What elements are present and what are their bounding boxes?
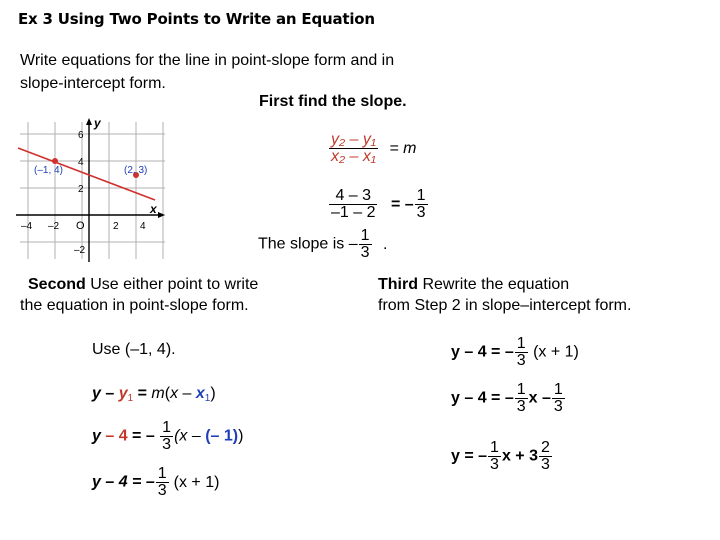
first-rest: find the slope. — [293, 93, 407, 110]
sub-fraction — [160, 420, 173, 453]
slope-intercept-step-2 — [451, 382, 566, 415]
r2-fraction-2 — [552, 382, 565, 415]
r2-den: 3 — [516, 398, 526, 415]
slope-calc-num: 4 – 3 — [335, 187, 372, 204]
point-b-label: (2, 3) — [124, 165, 148, 176]
r1-den: 3 — [516, 352, 526, 369]
y-tick-neg2: –2 — [74, 245, 86, 256]
slope-result-fraction — [359, 228, 372, 261]
point-slope-final — [92, 466, 219, 499]
slope-calc-result — [415, 188, 428, 221]
r3-den: 3 — [490, 456, 499, 473]
r3-fraction — [488, 440, 501, 473]
y-tick-6: 6 — [78, 130, 84, 141]
r1-lhs: y – 4 = – — [451, 343, 514, 361]
x-tick-2: 2 — [113, 221, 119, 232]
slope-calc-res-den: 3 — [416, 204, 426, 221]
slope-calc-fraction — [329, 188, 377, 221]
origin-label: O — [76, 220, 85, 232]
second-step-line-1 — [28, 276, 258, 294]
sub-num: 1 — [162, 419, 172, 436]
r3-fraction-2 — [539, 440, 552, 473]
first-label: First — [259, 93, 294, 110]
second-step-line-2: the equation in point-slope form. — [20, 297, 249, 314]
ps-eq: = — [133, 385, 152, 402]
ps-y1: y — [118, 385, 128, 402]
slope-calculation — [328, 188, 429, 221]
final-rhs: (x + 1) — [173, 473, 220, 491]
y-axis-label: y — [94, 116, 101, 130]
ps-y1-sub: 1 — [127, 393, 134, 404]
slope-intercept-final — [451, 440, 553, 473]
r1-rhs: (x + 1) — [528, 343, 579, 361]
final-num: 1 — [157, 465, 167, 482]
slope-result-den: 3 — [360, 244, 370, 261]
sub-y: y — [92, 427, 101, 445]
r1-fraction — [515, 336, 528, 369]
r3-mid: x + 3 — [501, 447, 538, 465]
slope-formula-fraction — [329, 132, 378, 165]
sub-minus-4: – 4 — [100, 427, 128, 445]
sub-val: (– 1) — [205, 427, 239, 445]
r2-mid: x – — [528, 389, 551, 407]
sub-eq: = – — [127, 427, 160, 445]
r1-num: 1 — [516, 335, 526, 352]
ps-minus-2: – — [178, 385, 196, 402]
final-fraction — [156, 466, 169, 499]
final-lhs: y – 4 = – — [92, 473, 155, 491]
slope-result — [258, 228, 387, 261]
first-step-text — [259, 93, 407, 111]
x-tick-neg2: –2 — [48, 221, 60, 232]
ps-open: ( — [164, 385, 171, 402]
slope-calc-res-num: 1 — [416, 187, 426, 204]
slope-result-text: The slope is – — [258, 235, 358, 253]
intro-line-1: Write equations for the line in point-slope form and in — [20, 52, 395, 69]
third-label: Third — [378, 276, 418, 293]
slope-formula — [328, 132, 417, 165]
r2-num-2: 1 — [553, 381, 563, 398]
third-rest: Rewrite the equation — [418, 276, 570, 293]
slope-calc-den: –1 – 2 — [331, 204, 376, 221]
r2-num: 1 — [516, 381, 526, 398]
slope-formula-eq: = m — [389, 139, 417, 157]
coordinate-graph — [10, 114, 170, 264]
y-tick-4: 4 — [78, 157, 84, 168]
point-slope-substituted — [92, 420, 243, 453]
r2-den-2: 3 — [553, 398, 563, 415]
r2-lhs: y – 4 = – — [451, 389, 514, 407]
third-step-line-1 — [378, 276, 569, 294]
second-label: Second — [28, 276, 86, 293]
point-slope-general — [92, 385, 216, 404]
final-den: 3 — [157, 482, 167, 499]
slide-title: Ex 3 Using Two Points to Write an Equation — [18, 10, 375, 28]
r2-fraction — [515, 382, 528, 415]
y-tick-2: 2 — [78, 184, 84, 195]
x-tick-4: 4 — [140, 221, 146, 232]
slope-result-num: 1 — [360, 227, 370, 244]
slope-formula-num: y₂ – y₁ — [331, 131, 376, 148]
use-point-text: Use (–1, 4). — [92, 341, 176, 358]
ps-x: x — [170, 385, 179, 402]
sub-den: 3 — [162, 436, 172, 453]
ps-x1: x — [195, 385, 205, 402]
ps-y: y — [92, 385, 101, 402]
ps-minus: – — [100, 385, 119, 402]
x-tick-neg4: –4 — [21, 221, 33, 232]
slope-intercept-step-1 — [451, 336, 579, 369]
ps-m: m — [151, 385, 165, 402]
r3-num-2: 2 — [540, 439, 550, 456]
sub-close: ) — [238, 427, 244, 445]
third-step-line-2: from Step 2 in slope–intercept form. — [378, 297, 632, 314]
slope-calc-eq: = – — [390, 195, 414, 213]
sub-open: (x – — [174, 427, 206, 445]
r3-lhs: y = – — [451, 447, 488, 465]
point-a-dot — [52, 158, 58, 164]
slope-result-end: . — [382, 235, 388, 253]
ps-close: ) — [210, 385, 216, 402]
intro-line-2: slope-intercept form. — [20, 75, 166, 92]
slope-formula-den: x₂ – x₁ — [331, 148, 376, 165]
point-a-label: (–1, 4) — [34, 165, 63, 176]
x-axis-label: x — [150, 202, 157, 216]
r3-den-2: 3 — [540, 456, 550, 473]
r3-num: 1 — [490, 439, 499, 456]
ps-x1-sub: 1 — [204, 393, 211, 404]
second-rest: Use either point to write — [85, 276, 259, 293]
